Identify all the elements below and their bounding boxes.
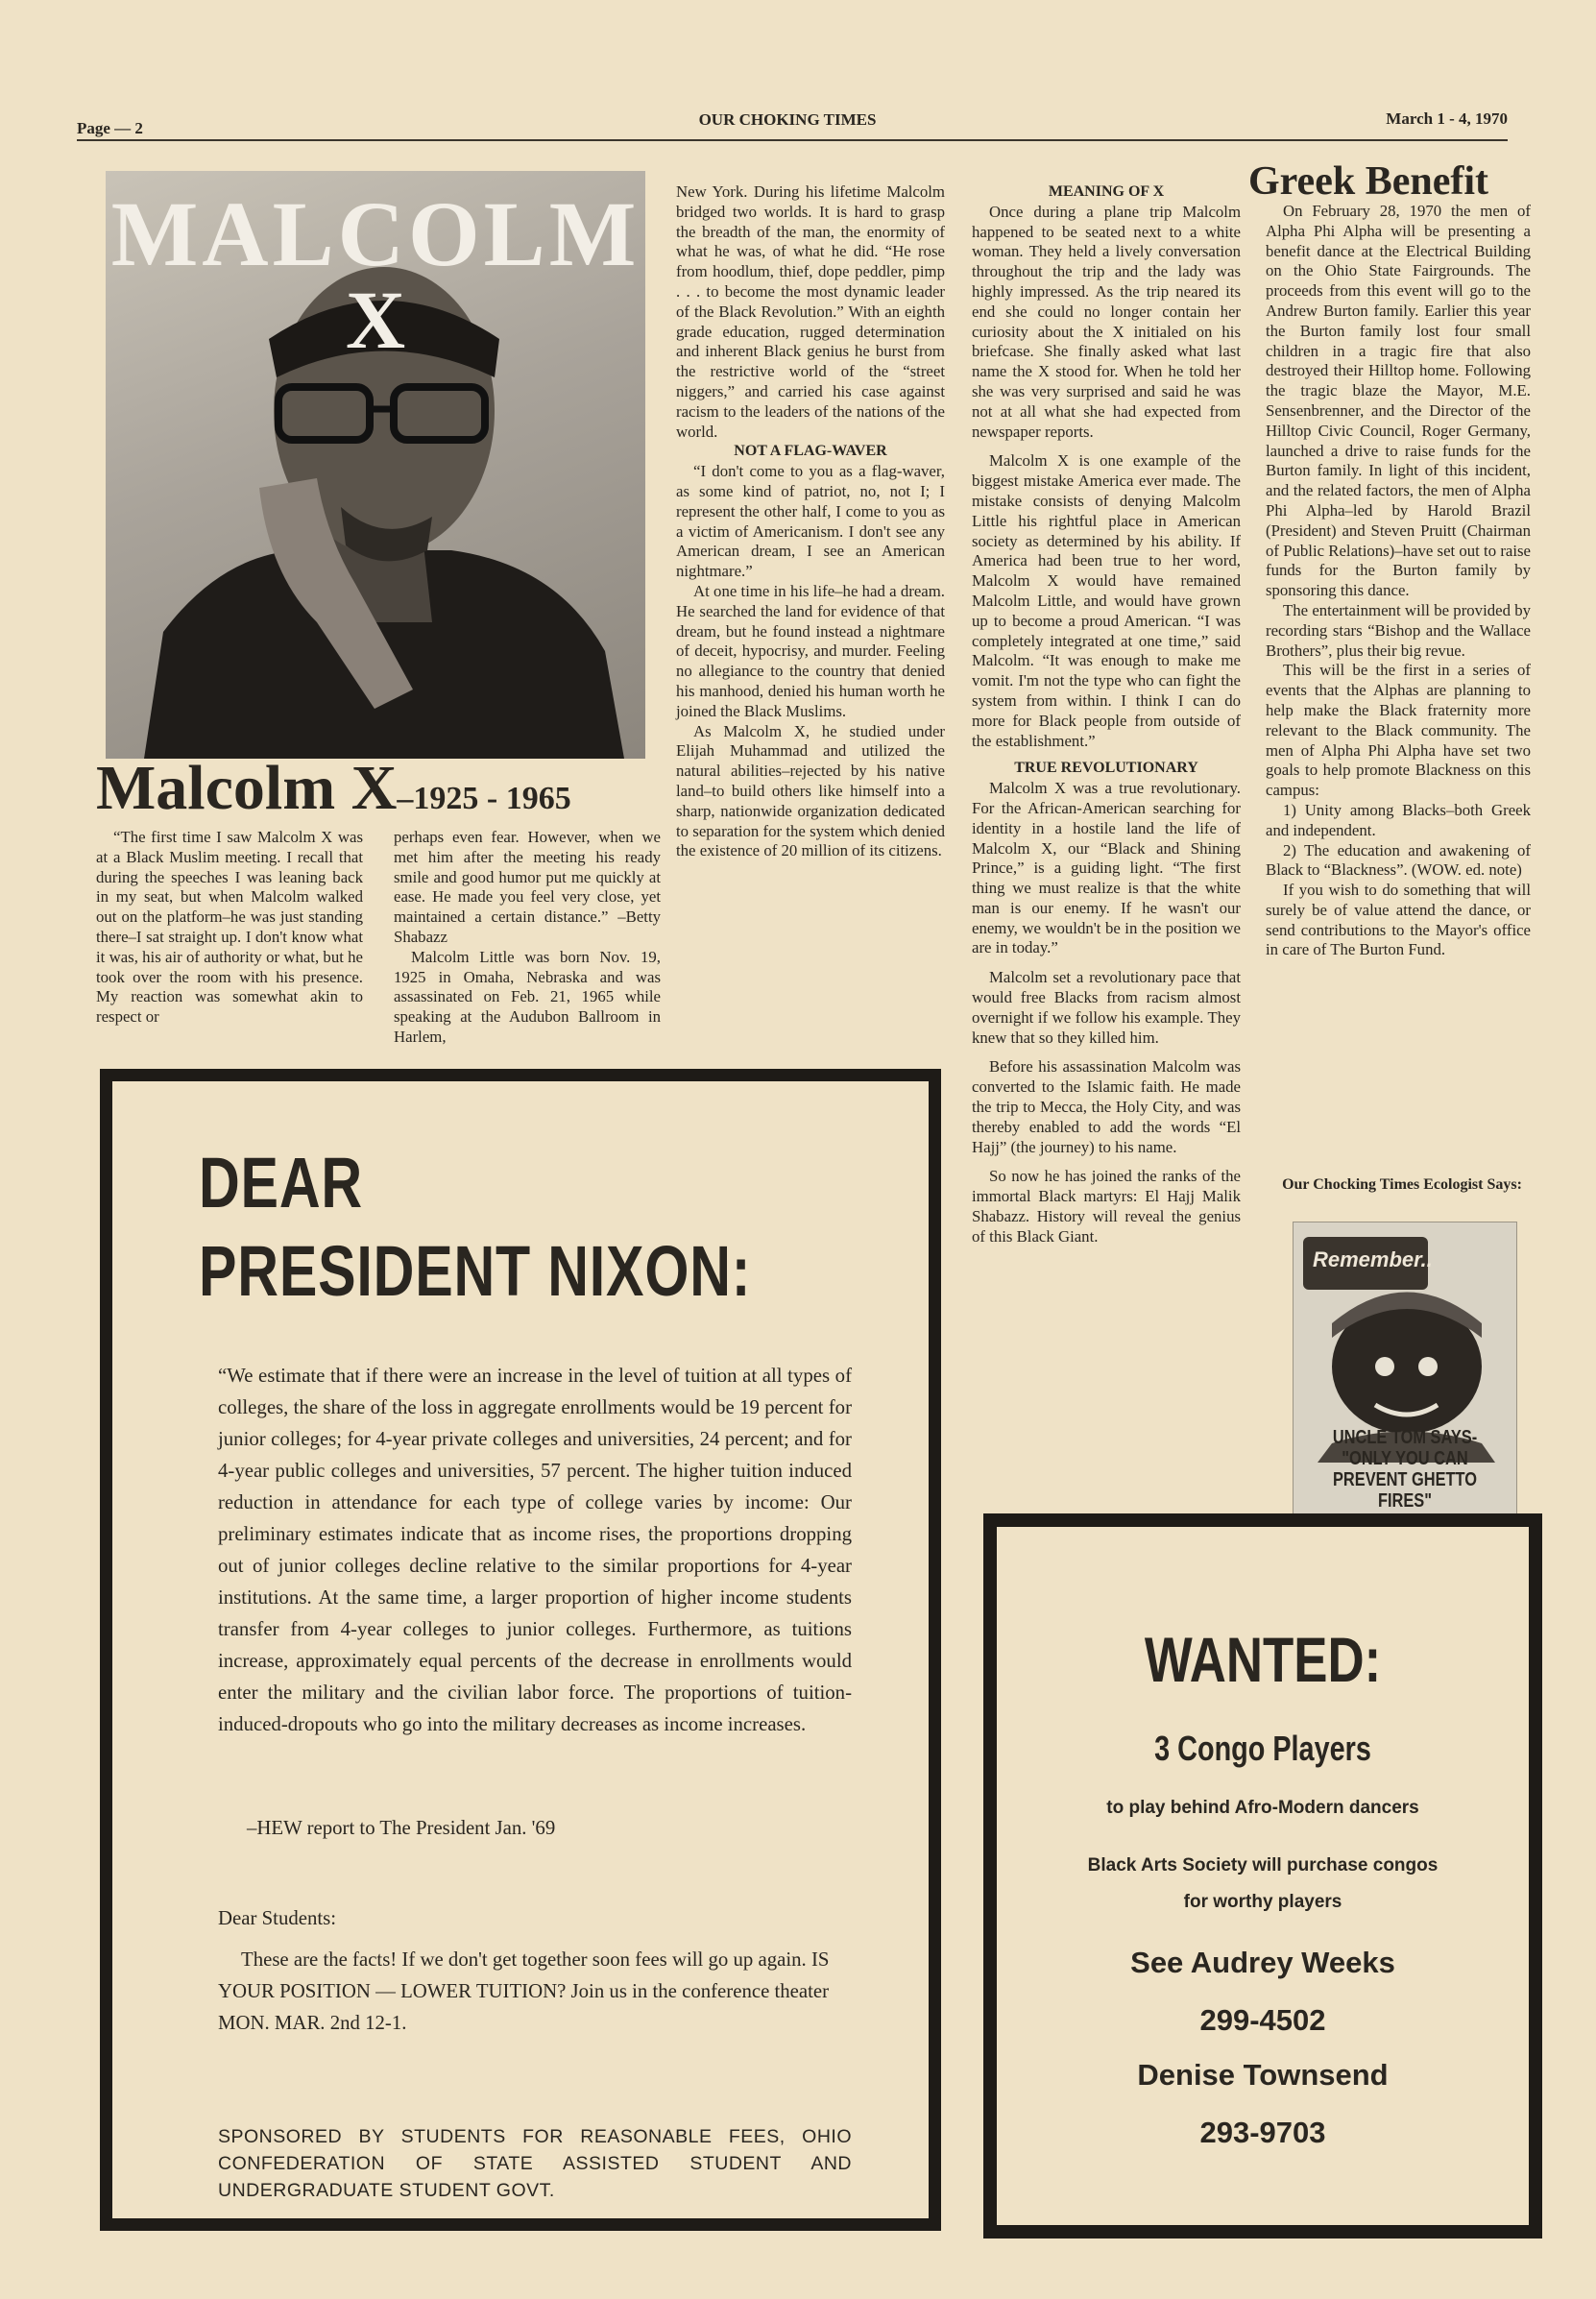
contact-name: See Audrey Weeks xyxy=(1130,1946,1395,1979)
ecologist-caption: Our Chocking Times Ecologist Says: xyxy=(1282,1176,1522,1193)
nixon-ad-box xyxy=(100,1069,941,2231)
nixon-headline-line: DEAR xyxy=(199,1143,363,1222)
malcolm-headline-years: –1925 - 1965 xyxy=(397,781,571,816)
malcolm-column-1 xyxy=(96,828,363,1028)
cartoon-caption-line: UNCLE TOM SAYS- xyxy=(1332,1427,1478,1448)
cartoon-sign-text: Remember.. xyxy=(1313,1247,1433,1271)
malcolm-column-3 xyxy=(676,182,945,861)
wanted-line: to play behind Afro-Modern dancers xyxy=(1106,1798,1419,1818)
cartoon-caption-line: "ONLY YOU CAN xyxy=(1342,1448,1468,1469)
subhead-flag-waver: NOT A FLAG-WAVER xyxy=(734,443,887,460)
greek-benefit-headline: Greek Benefit xyxy=(1248,159,1488,204)
appeal-text: These are the facts! If we don't get together soon fees will go up again. IS YOUR POSITION — LOWER TUITION? Join us in the conference theater MON. MAR. 2nd 12-1. xyxy=(218,1948,830,2034)
article-paragraph: 1) Unity among Blacks–both Greek and independent. xyxy=(1266,800,1531,839)
subhead-true-revolutionary: TRUE REVOLUTIONARY xyxy=(1014,760,1198,777)
photo-title-text: MALCOLM xyxy=(110,182,641,285)
article-paragraph: 2) The education and awakening of Black to “Blackness”. (WOW. ed. note) xyxy=(1266,840,1531,880)
malcolm-headline xyxy=(96,754,663,824)
contact-phone: 293-9703 xyxy=(1199,2116,1326,2149)
article-paragraph: As Malcolm X, he studied under Elijah Muhammad and utilized the natural abilities–rejected by his native land–to build others like himself into a sharp, nationwide organization dedicated to separation for the system which denied the existence of 20 million of its citizens. xyxy=(676,721,945,860)
wanted-headline: WANTED: xyxy=(1144,1624,1382,1695)
issue-date: March 1 - 4, 1970 xyxy=(1386,109,1508,128)
contact-name: Denise Townsend xyxy=(1137,2058,1389,2092)
wanted-line: for worthy players xyxy=(1183,1892,1342,1912)
article-paragraph: The entertainment will be provided by recording stars “Bishop and the Wallace Brothers”, plus their big revue. xyxy=(1266,600,1531,660)
salutation: Dear Students: xyxy=(218,1907,337,1929)
article-paragraph: Malcolm X is one example of the biggest mistake America ever made. The mistake consists of denying Malcolm Little his rightful place in American society as determined by his ability. If America had been true to her word, Malcolm X would have remained Malcolm Little, and would have grown up to become a proud American. “I was completely integrated at one time,” said Malcolm. “It was enough to make me vomit. I'm not the type who can fight the system from within. I think I can do more for Black people from outside of the establishment.” xyxy=(972,451,1241,750)
sponsor-line: SPONSORED BY STUDENTS FOR REASONABLE FEES, OHIO CONFEDERATION OF STATE ASSISTED STUDENT AND UNDERGRADUATE STUDENT GOVT. xyxy=(218,2126,852,2201)
malcolm-column-4 xyxy=(972,182,1241,1247)
greek-benefit-column xyxy=(1266,202,1531,960)
contact-phone: 299-4502 xyxy=(1199,2003,1326,2037)
page-number: Page — 2 xyxy=(77,119,143,137)
article-paragraph: New York. During his lifetime Malcolm bridged two worlds. It is hard to grasp the breadth of the man, the enormity of what he was, of what he did. “He rose from hoodlum, thief, dope peddler, pimp . . . to become the most dynamic leader of the Black Revolution.” With an eighth grade education, rugged determination and inherent Black genius he burst from the restrictive world of the “street niggers,” and carried his case against racism to the leaders of the nations of the world. xyxy=(676,182,945,441)
article-paragraph: “I don't come to you as a flag-waver, as some kind of patriot, no, not I; I represent the other half, I come to you as a victim of Americanism. I don't see any American dream, I see an American nightmare.” xyxy=(676,462,945,581)
cartoon-bottom-caption xyxy=(1314,1427,1496,1512)
malcolm-photo xyxy=(106,171,645,759)
article-paragraph: Before his assassination Malcolm was converted to the Islamic faith. He made the trip to Mecca, the Holy City, and was thereby enabled to add the words “El Hajj” (the journey) to his name. xyxy=(972,1057,1241,1156)
malcolm-column-2 xyxy=(394,828,661,1048)
nixon-headline xyxy=(199,1139,751,1316)
article-paragraph: This will be the first in a series of events that the Alphas are planning to help make the Black fraternity more relevant to the Black community. The men of Alpha Phi Alpha have set two goals to help promote Blackness on this campus: xyxy=(1266,661,1531,800)
article-paragraph: So now he has joined the ranks of the immortal Black martyrs: El Hajj Malik Shabazz. History will reveal the genius of this Black Giant. xyxy=(972,1167,1241,1246)
malcolm-headline-name: Malcolm X xyxy=(96,753,398,823)
article-paragraph: perhaps even fear. However, when we met him after the meeting his ready smile and good humor put me quickly at ease. He made you feel very close, yet maintained a certain distance.” –Betty Shabazz xyxy=(394,828,661,946)
hew-quote: “We estimate that if there were an increase in the level of tuition at all types of colleges, the share of the loss in aggregate enrollments would be 19 percent for junior colleges; for 4-year private colleges and universities, 24 percent; and for 4-year public colleges and universities, 57 percent. The higher tuition induced reduction in attendance for each type of college varies by income: Our preliminary estimates indicate that as income rises, the proportions dropping out of junior colleges decline relative to the similar proportions for 4-year institutions. At the same time, a larger proportion of higher income students transfer from 4-year colleges to junior colleges. Furthermore, as tuitions increase, approximately equal percents of the decrease in enrollments would enter the military and the civilian labor force. The proportions of tuition-induced-dropouts who go into the military decreases as income increases. xyxy=(218,1365,852,1735)
photo-title-x: X xyxy=(345,274,406,366)
quote-source: –HEW report to The President Jan. '69 xyxy=(247,1817,556,1839)
article-paragraph: At one time in his life–he had a dream. He searched the land for evidence of that dream, but he found instead a nightmare of deceit, hypocrisy, and murder. Feeling no allegiance to the country that denied his manhood, denied his human worth he joined the Black Muslims. xyxy=(676,581,945,720)
article-paragraph: On February 28, 1970 the men of Alpha Phi Alpha will be presenting a benefit dance at the Electrical Building on the Ohio State Fairgrounds. The proceeds from this event will go to the Andrew Burton family. Earlier this year the Burton family lost four small children in a tragic fire that also destroyed their Hilltop home. Following the tragic blaze the Mayor, M.E. Sensenbrenner, and the Director of the Hilltop Civic Council, Roger Germany, launched a drive to raise funds for the Burton family. In light of this incident, and the related factors, the men of Alpha Phi Alpha–led by Harold Brazil (President) and Steven Pruitt (Chairman of Public Relations)–have set out to raise funds for the Burton family by sponsoring this dance. xyxy=(1266,202,1531,600)
wanted-ad-box xyxy=(983,1513,1542,2238)
wanted-subhead: 3 Congo Players xyxy=(1154,1729,1371,1768)
article-paragraph: Once during a plane trip Malcolm happened to be seated next to a white woman. They held a lively conversation throughout the trip and the lady was highly impressed. As the trip neared its end she could no longer contain her curiosity about the X initialed on his briefcase. She finally asked what last name the X stood for. When he told her she was very surprised and said he was not at all what she had expected from newspaper reports. xyxy=(972,202,1241,441)
nixon-headline-line: PRESIDENT NIXON: xyxy=(199,1231,752,1311)
article-paragraph: Malcolm set a revolutionary pace that would free Blacks from racism almost overnight if we follow his example. They knew that so they killed him. xyxy=(972,968,1241,1047)
cartoon-caption-line: PREVENT GHETTO FIRES" xyxy=(1332,1469,1478,1512)
article-paragraph: Malcolm Little was born Nov. 19, 1925 in Omaha, Nebraska and was assassinated on Feb. 21, 1965 while speaking at the Audubon Ballroom in Harlem, xyxy=(394,947,661,1046)
article-paragraph: Malcolm X was a true revolutionary. For the African-American searching for identity in a hostile land the life of Malcolm X, our “Black and Shining Prince,” is a guiding light. “The first thing we must realize is that the white man is our enemy. If he wasn't our enemy, we wouldn't be in the position we are in today.” xyxy=(972,779,1241,957)
masthead: OUR CHOKING TIMES xyxy=(698,110,877,129)
uncle-tom-cartoon xyxy=(1293,1222,1517,1516)
article-paragraph: If you wish to do something that will surely be of value attend the dance, or send contributions to the Mayor's office in care of The Burton Fund. xyxy=(1266,881,1531,959)
article-paragraph: “The first time I saw Malcolm X was at a Black Muslim meeting. I recall that during the speeches I was leaning back in my seat, but when Malcolm walked out on the platform–he was just standing there–I sat straight up. I don't know what it was, his air of authority or what, but he took over the room with his presence. My reaction was somewhat akin to respect or xyxy=(96,828,363,1027)
header-rule xyxy=(77,139,1508,141)
subhead-meaning-of-x: MEANING OF X xyxy=(1048,183,1165,200)
wanted-line: Black Arts Society will purchase congos xyxy=(1087,1855,1439,1876)
